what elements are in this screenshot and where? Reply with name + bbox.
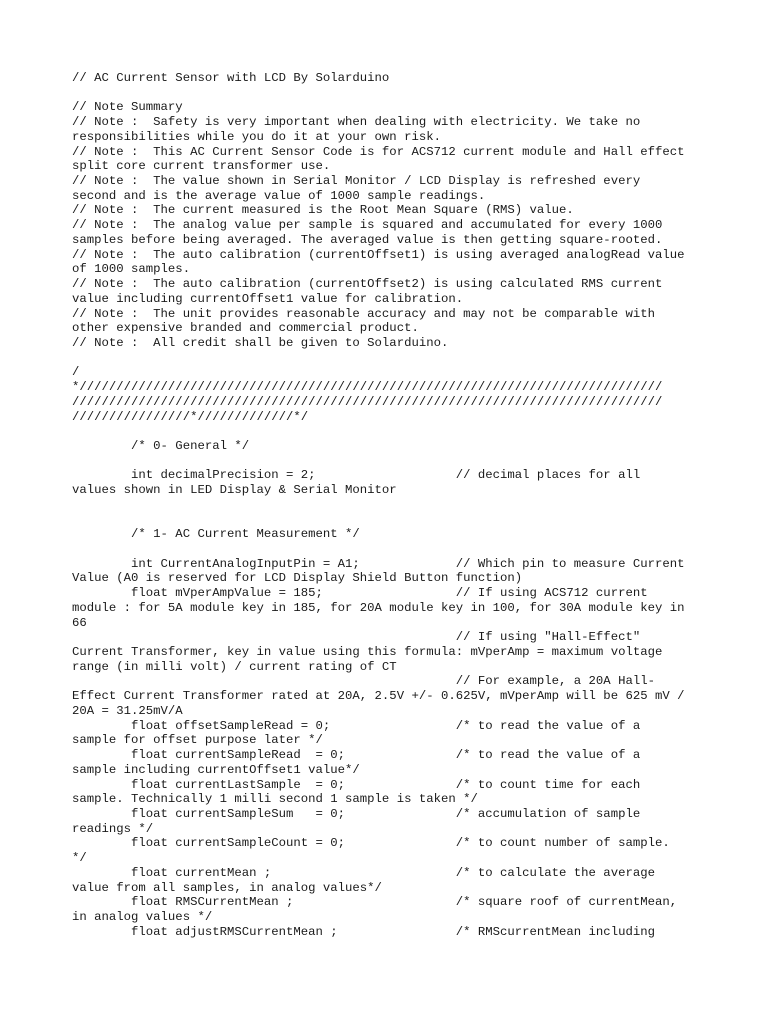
code-line: values shown in LED Display & Serial Monitor <box>72 483 397 498</box>
code-line: */ <box>72 851 87 866</box>
code-line <box>72 351 702 366</box>
code-line: // Note Summary <box>72 100 183 115</box>
code-line: float currentMean ; /* to calculate the average <box>72 865 655 880</box>
code-line: float RMSCurrentMean ; /* square roof of currentMean, <box>72 895 678 910</box>
code-line: // Note : The unit provides reasonable accuracy and may not be comparable with <box>72 306 655 321</box>
code-line: responsibilities while you do it at your own risk. <box>72 129 441 144</box>
code-line: // Note : All credit shall be given to Solarduino. <box>72 335 449 350</box>
code-line: float currentLastSample = 0; /* to count time for each <box>72 777 641 792</box>
code-line: in analog values */ <box>72 909 213 924</box>
code-line <box>72 498 702 513</box>
code-line: sample including currentOffset1 value*/ <box>72 762 360 777</box>
code-line: // Note : The auto calibration (currentOffset2) is using calculated RMS current <box>72 277 663 292</box>
code-line: value from all samples, in analog values*/ <box>72 880 382 895</box>
code-line: / <box>72 365 80 380</box>
code-line <box>72 542 702 557</box>
code-line: float adjustRMSCurrentMean ; /* RMScurrentMean including <box>72 924 655 939</box>
code-line: // Note : This AC Current Sensor Code is for ACS712 current module and Hall effect <box>72 144 685 159</box>
code-line: module : for 5A module key in 185, for 20A module key in 100, for 30A module key in <box>72 600 685 615</box>
code-line: Value (A0 is reserved for LCD Display Shield Button function) <box>72 571 523 586</box>
code-line: int CurrentAnalogInputPin = A1; // Which pin to measure Current <box>72 556 685 571</box>
code-line: float currentSampleRead = 0; /* to read the value of a <box>72 748 641 763</box>
code-line: value including currentOffset1 value for calibration. <box>72 291 464 306</box>
code-line: float mVperAmpValue = 185; // If using ACS712 current <box>72 586 648 601</box>
code-line <box>72 513 702 528</box>
code-line: 20A = 31.25mV/A <box>72 703 183 718</box>
code-line: Current Transformer, key in value using this formula: mVperAmp = maximum voltage <box>72 645 663 660</box>
code-line: float currentSampleSum = 0; /* accumulation of sample <box>72 806 641 821</box>
code-line: other expensive branded and commercial product. <box>72 321 419 336</box>
code-line: 66 <box>72 615 87 630</box>
code-line <box>72 86 702 101</box>
code-line: split core current transformer use. <box>72 159 331 174</box>
code-line: // Note : The auto calibration (currentOffset1) is using averaged analogRead value <box>72 247 685 262</box>
code-line: /* 1- AC Current Measurement */ <box>72 527 360 542</box>
code-line: ////////////////*/////////////*/ <box>72 409 309 424</box>
code-line: of 1000 samples. <box>72 262 191 277</box>
code-line: // If using "Hall-Effect" <box>72 630 641 645</box>
code-line: readings */ <box>72 821 154 836</box>
code-line: // Note : The current measured is the Root Mean Square (RMS) value. <box>72 203 574 218</box>
code-line: sample for offset purpose later */ <box>72 733 323 748</box>
code-line: // AC Current Sensor with LCD By Solarduino <box>72 71 390 85</box>
code-line: Effect Current Transformer rated at 20A, 2.5V +/- 0.625V, mVperAmp will be 625 mV / <box>72 689 685 704</box>
code-line: // For example, a 20A Hall- <box>72 674 655 689</box>
code-line <box>72 454 702 469</box>
code-line: float currentSampleCount = 0; /* to count number of sample. <box>72 836 670 851</box>
code-line: // Note : The value shown in Serial Monitor / LCD Display is refreshed every <box>72 174 641 189</box>
code-line: second and is the average value of 1000 sample readings. <box>72 188 486 203</box>
code-line: sample. Technically 1 milli second 1 sample is taken */ <box>72 792 478 807</box>
code-line: int decimalPrecision = 2; // decimal places for all <box>72 468 641 483</box>
code-line: float offsetSampleRead = 0; /* to read the value of a <box>72 718 641 733</box>
code-line: // Note : The analog value per sample is squared and accumulated for every 1000 <box>72 218 663 233</box>
code-line <box>72 424 702 439</box>
code-listing <box>72 71 702 939</box>
code-line: */////////////////////////////////////////////////////////////////////////////// <box>72 380 663 395</box>
code-line: // Note : Safety is very important when dealing with electricity. We take no <box>72 115 641 130</box>
code-line: //////////////////////////////////////////////////////////////////////////////// <box>72 394 663 409</box>
code-line: /* 0- General */ <box>72 438 250 453</box>
code-line: range (in milli volt) / current rating of CT <box>72 659 397 674</box>
code-line: samples before being averaged. The averaged value is then getting square-rooted. <box>72 232 663 247</box>
